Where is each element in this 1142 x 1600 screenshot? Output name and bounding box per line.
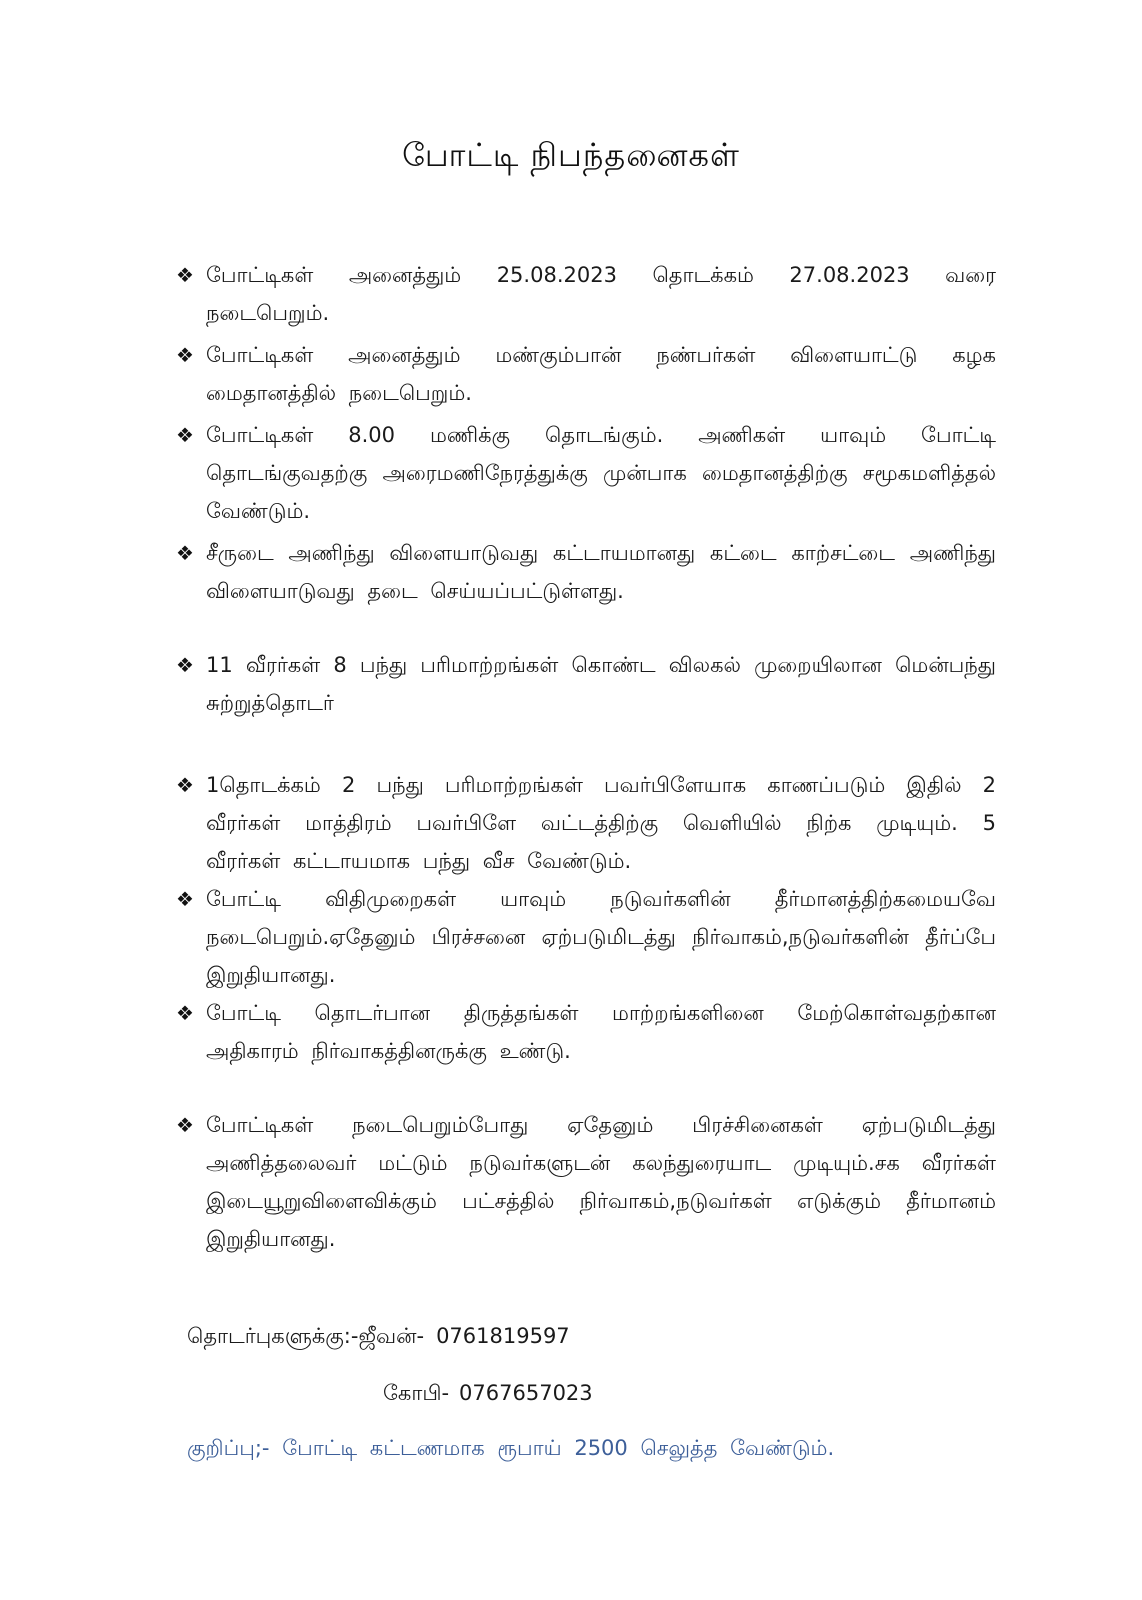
- contact-line-1: [187, 1324, 570, 1351]
- bullet-icon: ❖: [176, 887, 194, 911]
- contact-label: தொடர்புகளுக்கு:-ஜீவன்-: [187, 1324, 425, 1348]
- bullet-icon: ❖: [176, 343, 194, 367]
- rule-item-5: [176, 646, 996, 722]
- rule-item-6: [176, 766, 996, 880]
- rule-item-1: [176, 256, 996, 332]
- fee-note: குறிப்பு;- போட்டி கட்டணமாக ரூபாய் 2500 செலுத்த வேண்டும்.: [187, 1436, 835, 1460]
- bullet-icon: ❖: [176, 1001, 194, 1025]
- rule-text: போட்டி தொடர்பான திருத்தங்கள் மாற்றங்களினை மேற்கொள்வதற்கான அதிகாரம் நிர்வாகத்தினருக்கு உண்டு.: [206, 1001, 996, 1063]
- contact-line-2: [383, 1381, 593, 1408]
- rule-text: போட்டிகள் நடைபெறும்போது ஏதேனும் பிரச்சினைகள் ஏற்படுமிடத்து அணித்தலைவர் மட்டும் நடுவர்களுடன் கலந்துரையாட முடியும்.சக வீரர்கள் இடையூறுவிளைவிக்கும் பட்சத்தில் நிர்வாகம்,நடுவர்கள் எடுக்கும் தீர்மானம் இறுதியானது.: [206, 1113, 996, 1251]
- rule-item-3: [176, 416, 996, 530]
- rule-text: 1தொடக்கம் 2 பந்து பரிமாற்றங்கள் பவர்பிளேயாக காணப்படும் இதில் 2 வீரர்கள் மாத்திரம் பவர்பிளே வட்டத்திற்கு வெளியில் நிற்க முடியும். 5 வீரர்கள் கட்டாயமாக பந்து வீச வேண்டும்.: [206, 773, 996, 873]
- bullet-icon: ❖: [176, 1113, 194, 1137]
- page-title: போட்டி நிபந்தனைகள்: [402, 136, 740, 174]
- rules-list: [176, 256, 996, 1258]
- rule-item-8: [176, 994, 996, 1070]
- rule-text: போட்டிகள் அனைத்தும் 25.08.2023 தொடக்கம் 27.08.2023 வரை நடைபெறும்.: [206, 263, 996, 325]
- bullet-icon: ❖: [176, 541, 194, 565]
- bullet-icon: ❖: [176, 773, 194, 797]
- rule-item-2: [176, 336, 996, 412]
- rule-text: சீருடை அணிந்து விளையாடுவது கட்டாயமானது கட்டை காற்சட்டை அணிந்து விளையாடுவது தடை செய்யப்பட்டுள்ளது.: [206, 541, 996, 603]
- bullet-icon: ❖: [176, 423, 194, 447]
- rule-item-9: [176, 1106, 996, 1258]
- rule-text: போட்டி விதிமுறைகள் யாவும் நடுவர்களின் தீர்மானத்திற்கமையவே நடைபெறும்.ஏதேனும் பிரச்சனை ஏற்படுமிடத்து நிர்வாகம்,நடுவர்களின் தீர்ப்பே இறுதியானது.: [206, 887, 996, 987]
- rule-text: போட்டிகள் 8.00 மணிக்கு தொடங்கும். அணிகள் யாவும் போட்டி தொடங்குவதற்கு அரைமணிநேரத்துக்கு முன்பாக மைதானத்திற்கு சமூகமளித்தல் வேண்டும்.: [206, 423, 996, 523]
- contact-name-2: கோபி-: [383, 1381, 450, 1405]
- contact-phone-1: 0761819597: [436, 1324, 570, 1348]
- bullet-icon: ❖: [176, 263, 194, 287]
- bullet-icon: ❖: [176, 653, 194, 677]
- rule-text: போட்டிகள் அனைத்தும் மண்கும்பான் நண்பர்கள் விளையாட்டு கழக மைதானத்தில் நடைபெறும்.: [206, 343, 996, 405]
- contact-phone-2: 0767657023: [459, 1381, 593, 1405]
- rule-item-4: [176, 534, 996, 610]
- rule-text: 11 வீரர்கள் 8 பந்து பரிமாற்றங்கள் கொண்ட விலகல் முறையிலான மென்பந்து சுற்றுத்தொடர்: [206, 653, 996, 715]
- rule-item-7: [176, 880, 996, 994]
